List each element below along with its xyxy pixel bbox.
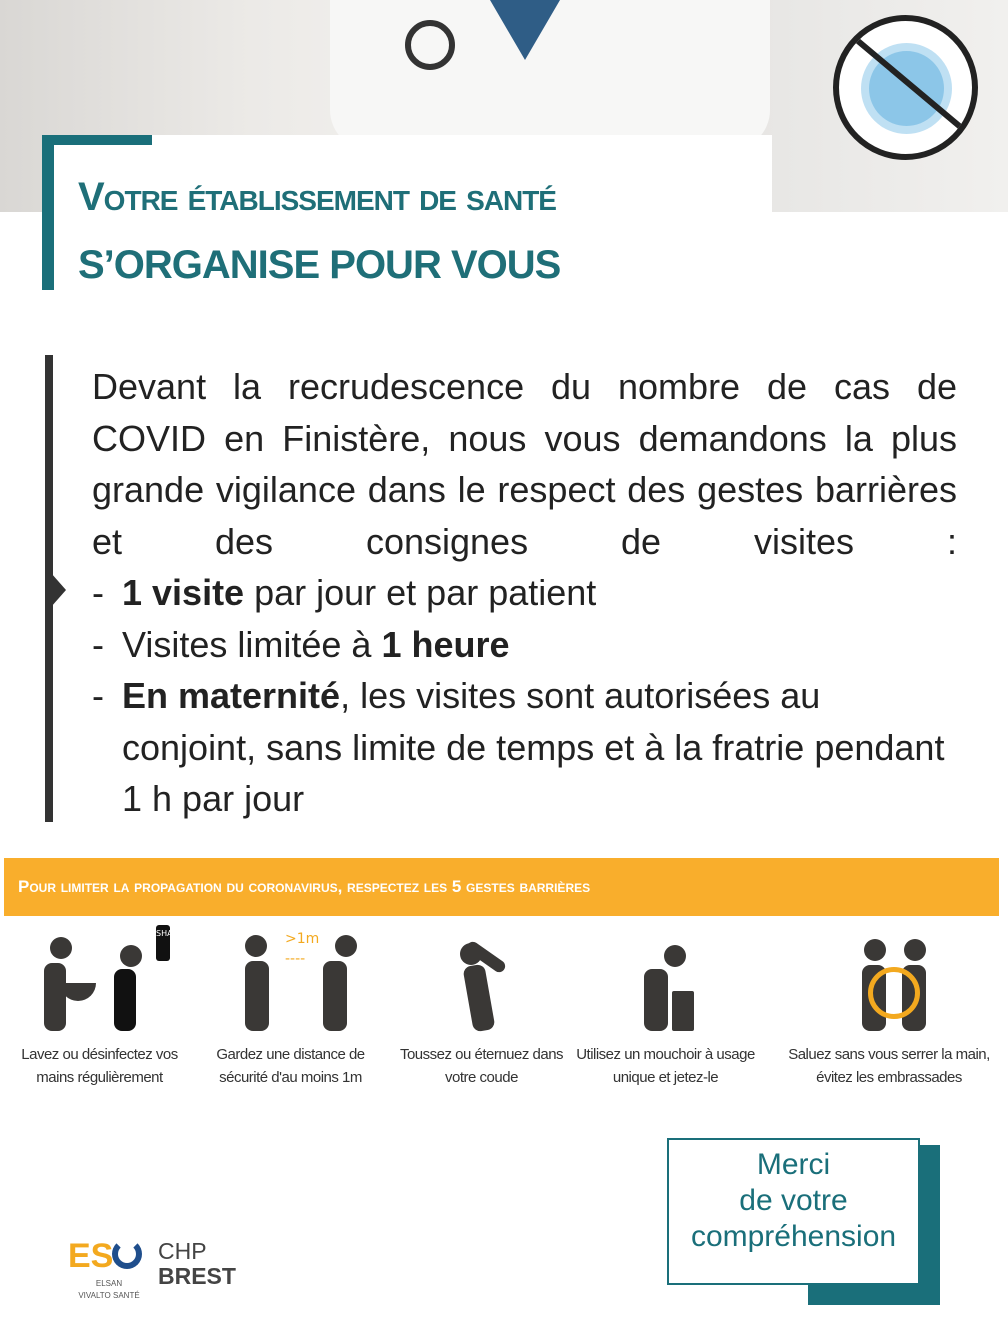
gesture-caption: Gardez une distance de sécurité d'au moins 1m: [216, 1046, 365, 1086]
gesture-tissue: [568, 925, 763, 1089]
list-item: - En maternité, les visites sont autorisées au conjoint, sans limite de temps et à la fratrie pendant 1 h par jour: [92, 675, 945, 819]
page-title-line2: S’ORGANISE POUR VOUS: [78, 243, 561, 287]
message-block: [45, 355, 955, 822]
doctor-coat: [330, 0, 770, 150]
gesture-distance: [193, 925, 388, 1089]
thanks-box: [667, 1138, 920, 1285]
tissue-bin-icon: [568, 925, 763, 1035]
visit-rules: [92, 567, 952, 825]
chp-brest-text: CHP BREST: [158, 1238, 236, 1289]
page-title-line1: Votre établissement de santé: [78, 175, 556, 219]
pointer-icon: [51, 573, 66, 607]
distance-icon: >1m ----: [193, 925, 388, 1035]
no-virus-icon: [833, 15, 978, 160]
intro-text: Devant la recrudescence du nombre de cas de COVID en Finistère, nous vous demandons la plus grande vigilance dans le respect des gestes barrières et des consignes de visites :: [92, 366, 957, 562]
wash-hands-icon: SHA: [2, 925, 197, 1035]
thanks-line: Merci: [756, 1148, 831, 1181]
gesture-wash-hands: [2, 925, 197, 1089]
gesture-caption: Lavez ou désinfectez vos mains régulièrement: [21, 1046, 178, 1086]
no-handshake-icon: [784, 925, 994, 1035]
list-item: - 1 visite par jour et par patient: [92, 572, 597, 613]
gesture-caption: Utilisez un mouchoir à usage unique et jetez-le: [576, 1046, 755, 1086]
es-logo-icon: ES: [68, 1237, 114, 1275]
thanks-line: de votre: [739, 1184, 848, 1217]
cough-elbow-icon: [384, 925, 579, 1035]
gesture-caption: Saluez sans vous serrer la main, évitez les embrassades: [788, 1046, 990, 1086]
list-item: - Visites limitée à 1 heure: [92, 623, 510, 665]
thanks-line: compréhension: [690, 1220, 897, 1253]
gesture-caption: Toussez ou éternuez dans votre coude: [399, 1046, 564, 1086]
gestures-banner: Pour limiter la propagation du coronavirus, respectez les 5 gestes barrières: [4, 858, 999, 916]
logo-text: VIVALTO SANTÉ: [78, 1291, 140, 1300]
gesture-cough: [384, 925, 579, 1089]
logo-text: ELSAN: [95, 1279, 123, 1288]
stethoscope-icon: [405, 20, 455, 70]
swirl-logo-icon: [112, 1239, 142, 1269]
title-box: [42, 135, 772, 290]
gesture-no-handshake: [784, 925, 994, 1089]
